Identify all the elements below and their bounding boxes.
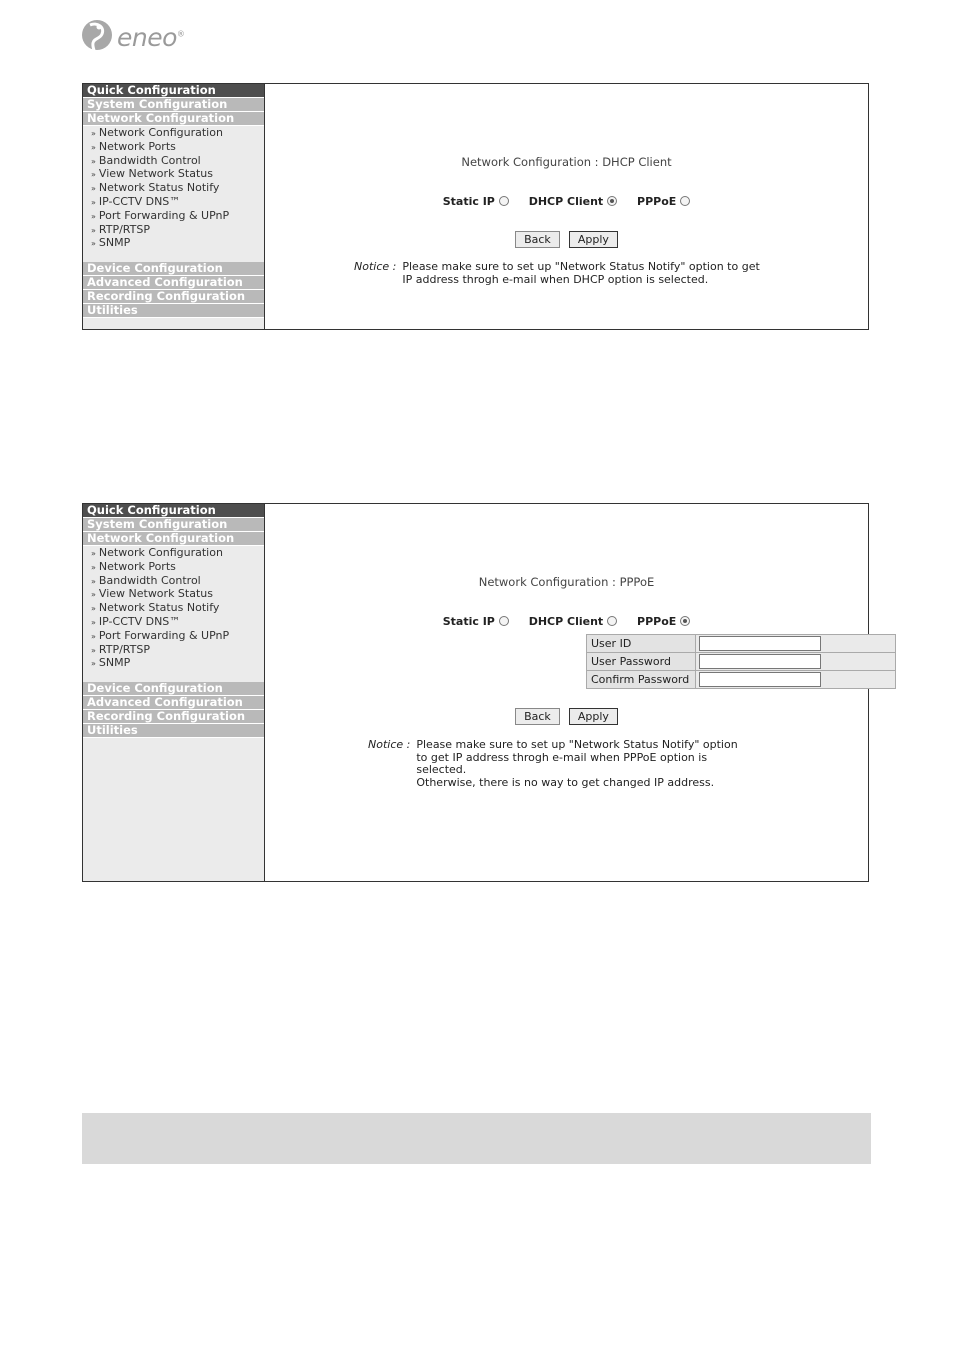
sidebar-menu (83, 84, 265, 329)
page-title: Network Configuration : DHCP Client (461, 155, 672, 169)
sidebar-header-network-configuration[interactable]: Network Configuration (83, 532, 264, 546)
user-password-label: User Password (587, 653, 696, 671)
sidebar-item-snmp[interactable]: » SNMP (91, 656, 131, 670)
form-row (587, 635, 896, 653)
double-chevron-icon: » (91, 239, 96, 249)
radio-button[interactable] (499, 616, 509, 626)
sidebar-header-quick-configuration[interactable]: Quick Configuration (83, 84, 264, 98)
confirm-password-input[interactable] (699, 672, 821, 687)
back-button[interactable]: Back (515, 708, 560, 725)
double-chevron-icon: » (91, 225, 96, 235)
sidebar-header-recording-configuration[interactable]: Recording Configuration (83, 290, 264, 304)
double-chevron-icon: » (91, 156, 96, 166)
connection-type-radio-group (265, 195, 868, 208)
sidebar-menu (83, 504, 265, 881)
sidebar-header-advanced-configuration[interactable]: Advanced Configuration (83, 696, 264, 710)
radio-pppoe[interactable]: PPPoE (637, 615, 690, 628)
double-chevron-icon: » (91, 562, 96, 572)
notice (354, 261, 760, 286)
sidebar-item-snmp[interactable]: » SNMP (91, 236, 131, 250)
sidebar-item-rtp-rtsp[interactable]: » RTP/RTSP (91, 222, 150, 236)
sidebar-item-network-configuration[interactable]: » Network Configuration (91, 546, 223, 559)
confirm-password-label: Confirm Password (587, 671, 696, 689)
sidebar-header-system-configuration[interactable]: System Configuration (83, 98, 264, 112)
button-row (265, 228, 868, 248)
radio-button[interactable] (607, 616, 617, 626)
sidebar-item-network-ports[interactable]: » Network Ports (91, 139, 176, 153)
notice-line: Please make sure to set up "Network Status Notify" option to get (402, 260, 760, 273)
radio-dhcp-client[interactable]: DHCP Client (529, 615, 617, 628)
radio-static-ip[interactable]: Static IP (443, 615, 509, 628)
apply-button[interactable]: Apply (569, 708, 618, 725)
double-chevron-icon: » (91, 197, 96, 207)
sidebar-item-network-status-notify[interactable]: » Network Status Notify (91, 601, 220, 615)
apply-button[interactable]: Apply (569, 231, 618, 248)
content-area (265, 504, 868, 881)
eneo-logo (80, 16, 184, 58)
connection-type-radio-group (265, 615, 868, 628)
radio-pppoe[interactable]: PPPoE (637, 195, 690, 208)
panel-pppoe (82, 503, 869, 882)
sidebar-header-system-configuration[interactable]: System Configuration (83, 518, 264, 532)
sidebar-header-device-configuration[interactable]: Device Configuration (83, 262, 264, 276)
double-chevron-icon: » (91, 549, 96, 558)
eneo-logo-icon (80, 16, 114, 58)
double-chevron-icon: » (91, 129, 96, 138)
sidebar-header-recording-configuration[interactable]: Recording Configuration (83, 710, 264, 724)
double-chevron-icon: » (91, 659, 96, 669)
content-area (265, 84, 868, 329)
sidebar-item-rtp-rtsp[interactable]: » RTP/RTSP (91, 642, 150, 656)
sidebar-item-bandwidth-control[interactable]: » Bandwidth Control (91, 153, 201, 167)
sidebar-item-network-configuration[interactable]: » Network Configuration (91, 126, 223, 139)
sidebar-item-bandwidth-control[interactable]: » Bandwidth Control (91, 573, 201, 587)
radio-button[interactable] (680, 196, 690, 206)
radio-static-ip[interactable]: Static IP (443, 195, 509, 208)
notice-label: Notice : (368, 738, 411, 751)
notice-line: Please make sure to set up "Network Status Notify" option (416, 738, 738, 751)
sidebar-header-quick-configuration[interactable]: Quick Configuration (83, 504, 264, 518)
notice (368, 739, 738, 789)
sidebar-item-view-network-status[interactable]: » View Network Status (91, 167, 213, 181)
double-chevron-icon: » (91, 645, 96, 655)
sidebar-item-ip-cctv-dns[interactable]: » IP-CCTV DNS™ (91, 194, 181, 208)
sidebar-header-utilities[interactable]: Utilities (83, 724, 264, 738)
double-chevron-icon: » (91, 211, 96, 221)
sidebar-item-network-status-notify[interactable]: » Network Status Notify (91, 181, 220, 195)
notice-line: Otherwise, there is no way to get changed IP address. (416, 775, 715, 789)
sidebar-header-advanced-configuration[interactable]: Advanced Configuration (83, 276, 264, 290)
sidebar-item-network-ports[interactable]: » Network Ports (91, 559, 176, 573)
footer-grey-bar (82, 1113, 871, 1164)
form-row (587, 653, 896, 671)
notice-line: to get IP address throgh e-mail when PPPoE option is (416, 750, 708, 764)
pppoe-credentials-form (586, 634, 896, 689)
back-button[interactable]: Back (515, 231, 560, 248)
double-chevron-icon: » (91, 142, 96, 152)
double-chevron-icon: » (91, 590, 96, 600)
button-row (265, 705, 868, 725)
radio-dhcp-client[interactable]: DHCP Client (529, 195, 617, 208)
sidebar-header-device-configuration[interactable]: Device Configuration (83, 682, 264, 696)
sidebar-item-view-network-status[interactable]: » View Network Status (91, 587, 213, 601)
double-chevron-icon: » (91, 617, 96, 627)
user-id-label: User ID (587, 635, 696, 653)
form-row (587, 671, 896, 689)
double-chevron-icon: » (91, 631, 96, 641)
sidebar-header-utilities[interactable]: Utilities (83, 304, 264, 318)
double-chevron-icon: » (91, 170, 96, 180)
radio-button[interactable] (499, 196, 509, 206)
sidebar-item-port-forwarding-upnp[interactable]: » Port Forwarding & UPnP (91, 628, 230, 642)
double-chevron-icon: » (91, 604, 96, 614)
user-id-input[interactable] (699, 636, 821, 651)
sidebar-header-network-configuration[interactable]: Network Configuration (83, 112, 264, 126)
page-title: Network Configuration : PPPoE (478, 575, 655, 589)
double-chevron-icon: » (91, 184, 96, 194)
notice-line: selected. (416, 763, 467, 776)
radio-button-selected[interactable] (680, 616, 690, 626)
logo-wordmark: eneo® (117, 22, 185, 52)
notice-line: IP address throgh e-mail when DHCP option is selected. (402, 272, 709, 286)
panel-dhcp-client (82, 83, 869, 330)
user-password-input[interactable] (699, 654, 821, 669)
notice-label: Notice : (354, 260, 397, 273)
sidebar-item-port-forwarding-upnp[interactable]: » Port Forwarding & UPnP (91, 208, 230, 222)
radio-button-selected[interactable] (607, 196, 617, 206)
double-chevron-icon: » (91, 576, 96, 586)
sidebar-item-ip-cctv-dns[interactable]: » IP-CCTV DNS™ (91, 614, 181, 628)
